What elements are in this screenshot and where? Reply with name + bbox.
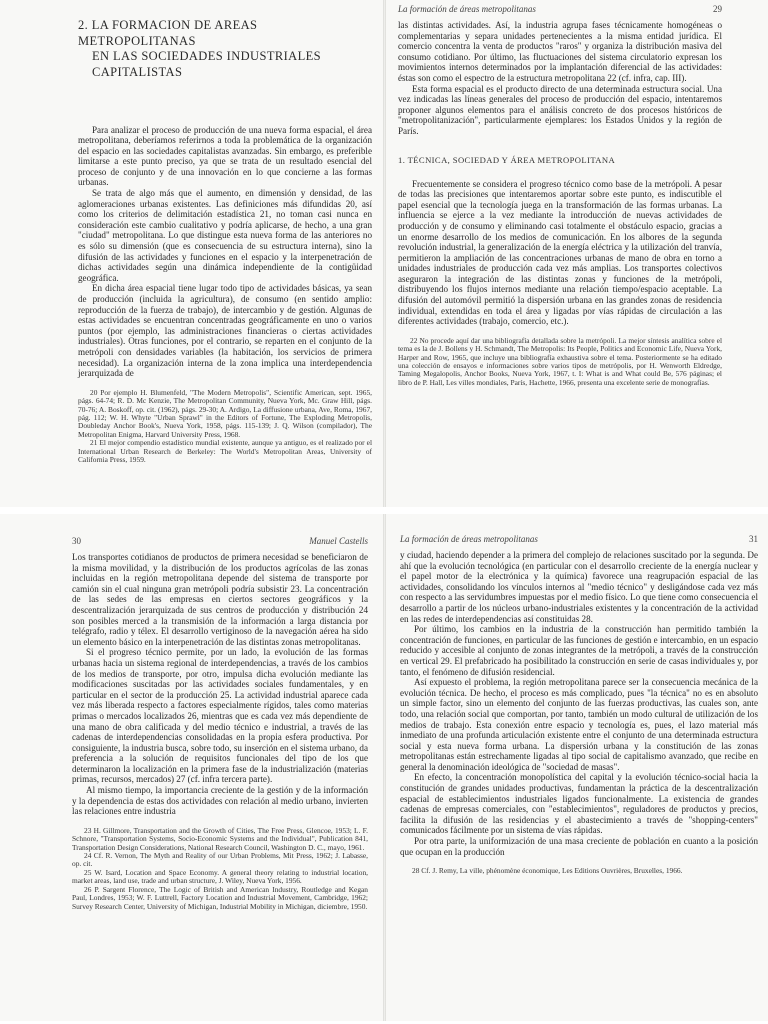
chapter-title <box>78 18 372 81</box>
paragraph: Por último, los cambios en la industria de la construcción han permitido también la concentración de funciones, en particular de las funciones de gestión e intercambio, en un espacio reducido y accesible al conjunto de zonas integrantes de la metrópoli, a través de la construcción en vertical 29. El prefabricado ha posibilitado la construcción en serie de casas individuales y, por tanto, el fenómeno de difusión residencial. <box>400 624 758 677</box>
paragraph: Así expuesto el problema, la región metropolitana parece ser la consecuencia mecánica de la evolución técnica. De hecho, el proceso es más complicado, pues "la técnica" no es en absoluto un simple factor, sino un elemento del conjunto de las fuerzas productivas, las cuales son, ante todo, una relación social que comportan, por tanto, también un modo cultural de utilización de los medios de trabajo. Esta conexión entre espacio y tecnología es, pues, el lazo material más inmediato de una profunda articulación existente entre el conjunto de una determinada estructura social y esta nueva forma urbana. La dispersión urbana y la constitución de las zonas metropolitanas están estrechamente ligadas al tipo social de capitalismo avanzado, que recibe en general la denominación ideológica de "sociedad de masas". <box>400 677 758 772</box>
running-head <box>400 534 758 544</box>
footnote: 26 P. Sargent Florence, The Logic of British and American Industry, Routledge and Kegan Paul, Londres, 1953; W. F. Luttrell, Factory Location and Industrial Movement, Cambridge, 1962; Survey Research Center, University of Michigan, Industrial Mobility in Michigan, diciembre, 1950. <box>72 884 368 911</box>
footnote: 23 H. Gillmore, Transportation and the Growth of Cities, The Free Press, Glencoe, 1953; L. F. Schnore, "Transportation Systems, Socio-Economic Systems and the Individual", Publication 841, Transportation Design Considerations, National Research Council, Washington D. C., mayo, 1961. <box>72 825 368 852</box>
footnote: 25 W. Isard, Location and Space Economy. A general theory relating to industrial location, market areas, land use, trade and urban structure, J. Wiley, Nueva York, 1956. <box>72 867 368 886</box>
footnote: 22 No procede aquí dar una bibliografía detallada sobre la metrópoli. La mejor síntesis analítica sobre el tema es la de J. Bollens y H. Schmandt, The Metropolis: Its People, Politics and Economic Life, Nueva York, Harper and Row, 1965, que incluye una bibliografía exhaustiva sobre el tema. Posteriormente se ha editado una colección de ensayos e informaciones sobre varios tipos de metrópolis, por H. Wenworth Eldredge, Taming Megalopolis, Anchor Books, Nueva York, 1967, t. I: What is and What could Be, 576 páginas; el libro de P. Hall, Les villes mondiales, París, Hachette, 1966, presenta una excelente serie de monografías. <box>398 335 722 387</box>
paragraph: Para analizar el proceso de producción de una nueva forma espacial, el área metropolitana, deberíamos referirnos a toda la problemática de la organización del espacio en las sociedades capitalistas avanzadas. Sin embargo, es preferible limitarse a este punto preciso, ya que se trata de un resultado esencial del proceso de conjunto y de una innovación en lo que concierne a las formas urbanas. <box>78 124 372 188</box>
footnotes <box>78 389 372 465</box>
paragraph: Frecuentemente se considera el progreso técnico como base de la metrópoli. A pesar de todas las precisiones que intentaremos aportar sobre este punto, es indiscutible el papel esencial que la tecnología juega en la transformación de las formas urbanas. La influencia se ejerce a la vez mediante la introducción de nuevas actividades de producción y de consumo y eliminando casi totalmente el obstáculo espacio, gracias a un enorme desarrollo de los medios de comunicación. En los albores de la segunda revolución industrial, la generalización de la energía eléctrica y la utilización del tranvía, permitieron la ampliación de las concentraciones urbanas de mano de obra en torno a unidades industriales de producción cada vez más amplias. Los transportes colectivos aseguraron la integración de las distintas zonas y funciones de la metrópoli, distribuyendo los flujos internos mediante una relación tiempo/espacio aceptable. La difusión del automóvil permitió la dispersión urbana en las grandes zonas de residencia individual, extendidas en toda el área y ligadas por vías rápidas de circulación a las diferentes actividades (trabajo, comercio, etc.). <box>398 178 722 327</box>
paragraph: En efecto, la concentración monopolística del capital y la evolución técnico-social hacia la constitución de grandes unidades productivas, fundamentan la práctica de la descentralización espacial de establecimientos industriales ligados funcionalmente. La existencia de grandes cadenas de empresas comerciales, con "establecimientos", reguladores de productos y precios, facilita la difusión de las residencias y el abastecimiento a través de "shopping-centers" comunicados fácilmente por un sistema de vías rápidas. <box>400 772 758 836</box>
book-gutter <box>383 514 386 1021</box>
paragraph: En dicha área espacial tiene lugar todo tipo de actividades básicas, ya sean de producción (incluida la agricultura), de consumo (en sentido amplio: reproducción de la fuerza de trabajo), de intercambio y de gestión. Algunas de estas actividades se encuentran concentradas geográficamente en uno o varios puntos (por ejemplo, las administraciones financieras o ciertas actividades industriales). Otras funciones, por el contrario, se reparten en el conjunto de la metrópoli con densidades variables (la habitación, los servicios de primera necesidad). La organización interna de la zona implica una interdependencia jerarquizada de <box>78 283 372 379</box>
footnote: 21 El mejor compendio estadístico mundial existente, aunque ya antiguo, es el realizado por el International Urban Research de Berkeley: The World's Metropolitan Areas, University of California Press, 1959. <box>78 438 372 464</box>
page-number: 29 <box>713 4 722 14</box>
paragraph: Se trata de algo más que el aumento, en dimensión y densidad, de las aglomeraciones urbanas existentes. Las definiciones más difundidas 20, así como los criterios de delimitación estadística 21, no toman casi nunca en consideración este cambio cualitativo y podría aplicarse, de hecho, a una gran "ciudad" metropolitana. Lo que distingue esta nueva forma de las anteriores no es sólo su dimensión (que es consecuencia de su estructura interna), sino la difusión de las actividades y funciones en el espacio y la interpenetración de dichas actividades según una dinámica independiente de la contigüidad geográfica. <box>78 188 372 283</box>
running-head-title: La formación de áreas metropolitanas <box>400 534 538 544</box>
running-head <box>72 536 368 546</box>
running-head-title: La formación de áreas metropolitanas <box>398 4 536 14</box>
page-31 <box>388 514 768 1021</box>
paragraph: y ciudad, haciendo depender a la primera del complejo de relaciones suscitado por la segunda. De ahí que la evolución tecnológica (en particular con el desarrollo creciente de la energía nuclear y el papel motor de la electrónica y la química) favorece una reagrupación espacial de las actividades, consolidando los vínculos internos al "medio técnico" y desligándose cada vez más con respecto a las servidumbres impuestas por el medio físico. Lo que tiene como consecuencia el desarrollo a partir de los núcleos urbano-industriales existentes y la concentración de la actividad en las redes de interdependencias así constituidas 28. <box>400 550 758 624</box>
page-number: 30 <box>72 536 81 546</box>
footnote: 28 Cf. J. Remy, La ville, phénomène économique, Les Editions Ouvrières, Bruxelles, 1966. <box>412 866 683 876</box>
page-30 <box>0 514 382 1021</box>
paragraph: Los transportes cotidianos de productos de primera necesidad se beneficiaron de la misma movilidad, y la distribución de los productos agrícolas de las zonas incluidas en la región metropolitana depende del sistema de transporte por camión sin el cual ninguna gran metrópoli podría subsistir 23. La concentración de las sedes de las empresas en ciertos sectores geográficos y la descentralización jerarquizada de sus centros de producción y distribución 24 son posibles merced a la transmisión de la información a larga distancia por telégrafo, radio y télex. El desarrollo vertiginoso de la navegación aérea ha sido un elemento básico en la interpenetración de las distintas zonas metropolitanas. <box>72 552 368 647</box>
book-spread-top <box>0 0 768 507</box>
book-gutter <box>383 0 386 507</box>
section-title: 1. TÉCNICA, SOCIEDAD Y ÁREA METROPOLITANA <box>398 154 616 165</box>
page-29 <box>388 0 768 507</box>
book-spread-bottom <box>0 514 768 1021</box>
paragraph: Al mismo tiempo, la importancia creciente de la gestión y de la información y la dependencia de estas dos actividades con relación al medio urbano, invierten las relaciones entre industria <box>72 785 368 817</box>
paragraph: las distintas actividades. Así, la industria agrupa fases técnicamente homogéneas o complementarias y separa unidades pertenecientes a la misma entidad jurídica. El comercio concentra la venta de productos "raros" y organiza la distribución masiva del consumo cotidiano. Por último, las fluctuaciones del sistema circulatorio expresan los movimientos internos determinados por la implantación diferencial de las actividades: éstas son como el espectro de la estructura metropolitana 22 (cf. infra, cap. III). <box>398 20 722 83</box>
page-28 <box>0 0 382 507</box>
chapter-title-line-2: EN LAS SOCIEDADES INDUSTRIALES CAPITALISTAS <box>92 49 322 79</box>
footnote: 20 Por ejemplo H. Blumenfeld, "The Modern Metropolis", Scientific American, sept. 1965, págs. 64-74; R. D. Mc Kenzie, The Metropolitan Community, Nueva York, Mc. Graw Hill, págs. 70-76; A. Boskoff, op. cit. (1962), págs. 29-30; A. Ardigo, La diffusione urbana, Ave, Roma, 1967, pág. 112; W. H. Whyte "Urban Sprawl" in the Editors of Fortune, The Exploding Metropolis, Doubleday Anchor Book's, Nueva York, 1958, págs. 115-139; J. Q. Wilson (compilador), The Metropolitan Enigma, Harvard University Press, 1968. <box>78 387 372 439</box>
paragraph: Si el progreso técnico permite, por un lado, la evolución de las formas urbanas hacia un sistema regional de interdependencias, a través de los cambios de los medios de transporte, por otro, impulsa dicha evolución mediante las modificaciones suscitadas por las actividades sociales fundamentales, y en particular en el sector de la producción 25. La actividad industrial aparece cada vez más liberada respecto a factores especialmente rígidos, tales como materias primas o mercados localizados 26, mientras que es cada vez más dependiente de una mano de obra calificada y del medio técnico e industrial, a través de las cadenas de interdependencias consolidadas en la propia esfera productiva. Por consiguiente, la industria busca, sobre todo, su inserción en el sistema urbano, da preferencia a la solución de requisitos funcionales del tipo de los que determinaron la localización en la primera fase de la industrialización (materias primas, recursos, mercados) 27 (cf. infra tercera parte). <box>72 647 368 785</box>
footnotes <box>400 867 758 875</box>
footnotes <box>72 827 368 911</box>
page-number: 31 <box>749 534 758 544</box>
running-head <box>398 4 722 14</box>
chapter-title-line-1: 2. LA FORMACION DE AREAS METROPOLITANAS <box>78 18 258 48</box>
footnotes <box>398 337 722 387</box>
footnote: 24 Cf. R. Vernon, The Myth and Reality of our Urban Problems, Mit Press, 1962; J. Labasse, op. cit. <box>72 851 368 869</box>
running-head-author: Manuel Castells <box>309 536 368 546</box>
paragraph: Por otra parte, la uniformización de una masa creciente de población en cuanto a la posición que ocupan en la producción <box>400 836 758 857</box>
paragraph: Esta forma espacial es el producto directo de una determinada estructura social. Una vez indicadas las líneas generales del proceso de producción del espacio, intentaremos proponer algunos elementos para el análisis concreto de dos procesos históricos de "metropolitanización", particularmente ejemplares: los Estados Unidos y la región de París. <box>398 83 722 136</box>
